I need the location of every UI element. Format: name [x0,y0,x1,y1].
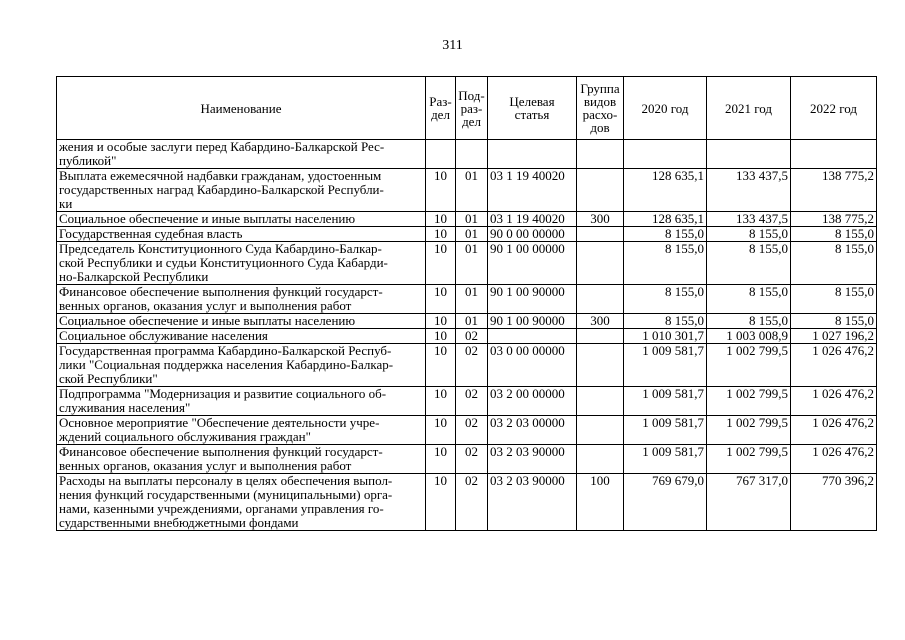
cell-section: 10 [426,285,456,314]
cell-target: 03 2 03 90000 [488,474,577,531]
header-target: Целевая статья [488,77,577,140]
cell-2021: 1 002 799,5 [707,344,791,387]
cell-group [577,445,624,474]
cell-2020: 1 009 581,7 [624,387,707,416]
cell-name: жения и особые заслуги перед Кабардино-Балкарской Рес- публикой" [57,140,426,169]
cell-group [577,329,624,344]
cell-2021: 8 155,0 [707,227,791,242]
cell-target: 03 2 03 90000 [488,445,577,474]
cell-name: Социальное обслуживание населения [57,329,426,344]
cell-2020: 8 155,0 [624,227,707,242]
cell-subsection: 01 [456,314,488,329]
cell-2022: 8 155,0 [791,242,877,285]
cell-name: Финансовое обеспечение выполнения функций государст- венных органов, оказания услуг и выполнения работ [57,285,426,314]
cell-2022: 770 396,2 [791,474,877,531]
table-row [57,140,877,169]
cell-2022: 8 155,0 [791,227,877,242]
table-row [57,242,877,285]
cell-2020: 8 155,0 [624,285,707,314]
cell-group: 100 [577,474,624,531]
cell-section: 10 [426,169,456,212]
cell-2020: 1 009 581,7 [624,344,707,387]
cell-name: Расходы на выплаты персоналу в целях обеспечения выпол- нения функций государственными (муниципальными) орга- нами, казенными учреждениями, органами управления го- сударственными внебюджетными фондами [57,474,426,531]
cell-2021: 8 155,0 [707,285,791,314]
cell-section: 10 [426,227,456,242]
cell-subsection: 02 [456,416,488,445]
cell-subsection: 02 [456,329,488,344]
cell-name: Социальное обеспечение и иные выплаты населению [57,212,426,227]
cell-subsection: 02 [456,474,488,531]
cell-section: 10 [426,329,456,344]
cell-2021: 8 155,0 [707,314,791,329]
cell-section: 10 [426,212,456,227]
page-number: 311 [442,38,463,53]
cell-target: 03 0 00 00000 [488,344,577,387]
cell-name: Основное мероприятие "Обеспечение деятельности учре- ждений социального обслуживания граждан" [57,416,426,445]
budget-table [56,76,877,531]
cell-subsection: 01 [456,227,488,242]
table-row [57,227,877,242]
cell-target: 03 2 03 00000 [488,416,577,445]
table-row [57,387,877,416]
cell-target: 03 2 00 00000 [488,387,577,416]
cell-target: 03 1 19 40020 [488,169,577,212]
cell-subsection: 02 [456,445,488,474]
cell-subsection: 02 [456,344,488,387]
header-2021: 2021 год [707,77,791,140]
cell-target [488,329,577,344]
cell-section [426,140,456,169]
cell-2020: 8 155,0 [624,314,707,329]
cell-2020: 1 010 301,7 [624,329,707,344]
cell-name: Финансовое обеспечение выполнения функций государст- венных органов, оказания услуг и выполнения работ [57,445,426,474]
table-row [57,169,877,212]
header-section: Раз- дел [426,77,456,140]
cell-2020: 1 009 581,7 [624,445,707,474]
cell-group [577,242,624,285]
cell-2020: 128 635,1 [624,212,707,227]
cell-2022: 1 026 476,2 [791,445,877,474]
cell-2021: 8 155,0 [707,242,791,285]
cell-name: Выплата ежемесячной надбавки гражданам, удостоенным государственных наград Кабардино-Балкарской Республи- ки [57,169,426,212]
cell-2021: 1 002 799,5 [707,445,791,474]
cell-section: 10 [426,474,456,531]
cell-name: Государственная судебная власть [57,227,426,242]
cell-target: 90 1 00 90000 [488,285,577,314]
cell-2022: 1 027 196,2 [791,329,877,344]
header-row [57,77,877,140]
table-row [57,474,877,531]
cell-group [577,169,624,212]
cell-2022: 1 026 476,2 [791,387,877,416]
cell-subsection: 01 [456,169,488,212]
table-row [57,416,877,445]
cell-group: 300 [577,314,624,329]
header-name: Наименование [57,77,426,140]
cell-target: 90 1 00 00000 [488,242,577,285]
cell-name: Социальное обеспечение и иные выплаты населению [57,314,426,329]
cell-group [577,285,624,314]
header-subsection: Под- раз- дел [456,77,488,140]
cell-section: 10 [426,314,456,329]
cell-name: Государственная программа Кабардино-Балкарской Респуб- лики "Социальная поддержка населения Кабардино-Балкар- ской Республики" [57,344,426,387]
cell-subsection: 01 [456,242,488,285]
cell-section: 10 [426,387,456,416]
cell-name: Подпрограмма "Модернизация и развитие социального об- служивания населения" [57,387,426,416]
cell-section: 10 [426,242,456,285]
cell-subsection [456,140,488,169]
cell-2022: 8 155,0 [791,285,877,314]
cell-2021: 767 317,0 [707,474,791,531]
table-row [57,285,877,314]
cell-group [577,227,624,242]
cell-2020: 1 009 581,7 [624,416,707,445]
cell-subsection: 01 [456,285,488,314]
cell-group [577,140,624,169]
cell-subsection: 02 [456,387,488,416]
cell-2021: 1 002 799,5 [707,416,791,445]
cell-name: Председатель Конституционного Суда Кабардино-Балкар- ской Республики и судьи Конституционного Суда Кабарди- но-Балкарской Республики [57,242,426,285]
cell-target [488,140,577,169]
header-2020: 2020 год [624,77,707,140]
cell-2020: 128 635,1 [624,169,707,212]
cell-2020 [624,140,707,169]
cell-group [577,416,624,445]
table-row [57,329,877,344]
cell-subsection: 01 [456,212,488,227]
cell-2021: 133 437,5 [707,212,791,227]
cell-group [577,387,624,416]
cell-2021 [707,140,791,169]
cell-2020: 769 679,0 [624,474,707,531]
cell-target: 90 1 00 90000 [488,314,577,329]
cell-section: 10 [426,344,456,387]
cell-2021: 133 437,5 [707,169,791,212]
table-body [57,140,877,531]
cell-2022: 8 155,0 [791,314,877,329]
table-row [57,344,877,387]
cell-target: 90 0 00 00000 [488,227,577,242]
header-group: Группа видов расхо- дов [577,77,624,140]
cell-group [577,344,624,387]
cell-section: 10 [426,445,456,474]
cell-2022: 1 026 476,2 [791,344,877,387]
cell-2021: 1 002 799,5 [707,387,791,416]
cell-2022 [791,140,877,169]
cell-2022: 1 026 476,2 [791,416,877,445]
cell-2022: 138 775,2 [791,169,877,212]
table-row [57,212,877,227]
cell-section: 10 [426,416,456,445]
cell-2020: 8 155,0 [624,242,707,285]
header-2022: 2022 год [791,77,877,140]
table-row [57,445,877,474]
cell-target: 03 1 19 40020 [488,212,577,227]
cell-group: 300 [577,212,624,227]
cell-2022: 138 775,2 [791,212,877,227]
cell-2021: 1 003 008,9 [707,329,791,344]
table-row [57,314,877,329]
